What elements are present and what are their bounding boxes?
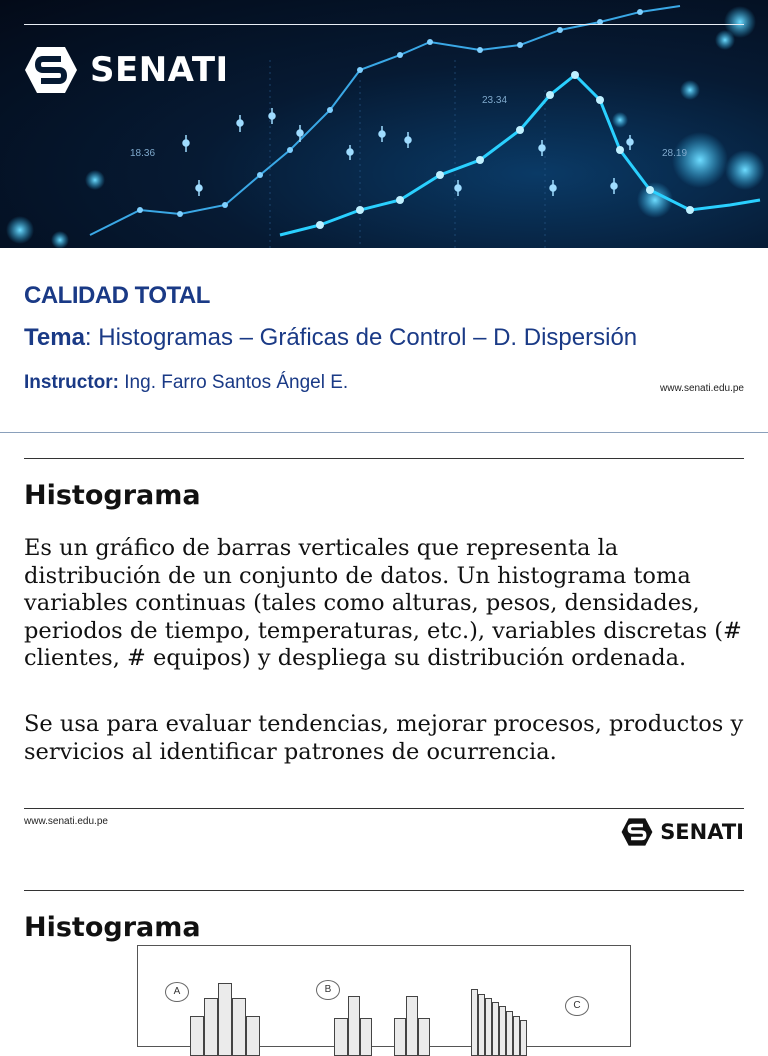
website-url: www.senati.edu.pe (660, 383, 744, 394)
banner-number: 28.19 (662, 148, 688, 159)
course-title: CALIDAD TOTAL (24, 282, 210, 309)
topic-label: Tema (24, 324, 85, 351)
histogram-bar (520, 1020, 527, 1056)
instructor-label: Instructor: (24, 372, 119, 393)
instructor-name: Ing. Farro Santos Ángel E. (119, 372, 349, 393)
senati-logo-icon (24, 45, 78, 95)
panel-label-c: C (565, 996, 589, 1016)
instructor-line (24, 372, 348, 394)
histogram-bar (513, 1016, 520, 1056)
slide-top-rule (24, 458, 744, 459)
histogram-bar (348, 996, 360, 1056)
banner-number: 23.34 (482, 95, 508, 106)
panel-label-b: B (316, 980, 340, 1000)
banner-number: 18.36 (130, 148, 156, 159)
histogram-bar (506, 1011, 513, 1056)
title-banner (0, 0, 768, 248)
histogram-bar (478, 994, 485, 1056)
slide-heading: Histograma (24, 480, 201, 511)
slide-separator (0, 432, 768, 433)
histogram-bar (492, 1002, 499, 1056)
paragraph-usage: Se usa para evaluar tendencias, mejorar procesos, productos y servicios al identificar patrones de ocurrencia. (24, 711, 744, 765)
paragraph-definition: Es un gráfico de barras verticales que representa la distribución de un conjunto de datos. Un histograma toma variables continuas (tales como alturas, pesos, densidades, periodos de tiempo, temperaturas, etc.), variables discretas (# clientes, # equipos) y despliega su distribución ordenada. (24, 535, 742, 671)
histogram-bar (218, 983, 232, 1056)
panel-label-a: A (165, 982, 189, 1002)
topic-colon: : (84, 324, 92, 351)
histogram-bar (471, 989, 478, 1056)
histogram-bar (499, 1006, 506, 1056)
histogram-bar (406, 996, 418, 1056)
stock-chart-background (0, 0, 768, 248)
logo-wordmark: SENATI (660, 820, 744, 844)
histogram-examples-figure (137, 945, 631, 1047)
slide-footer-rule (24, 808, 744, 809)
topic-line (24, 324, 637, 352)
histogram-bar (190, 1016, 204, 1056)
website-url: www.senati.edu.pe (24, 816, 108, 827)
logo-wordmark: SENATI (90, 50, 229, 90)
histogram-bar (232, 998, 246, 1056)
slide-heading: Histograma (24, 912, 201, 943)
histogram-bar (485, 998, 492, 1056)
senati-logo (621, 817, 744, 847)
topic-text: Histogramas – Gráficas de Control – D. Dispersión (91, 324, 638, 351)
slide-top-rule (24, 890, 744, 891)
banner-rule (24, 24, 744, 25)
histogram-bar (204, 998, 218, 1056)
senati-logo-icon (621, 817, 653, 847)
senati-logo (24, 45, 229, 95)
histogram-bar (246, 1016, 260, 1056)
